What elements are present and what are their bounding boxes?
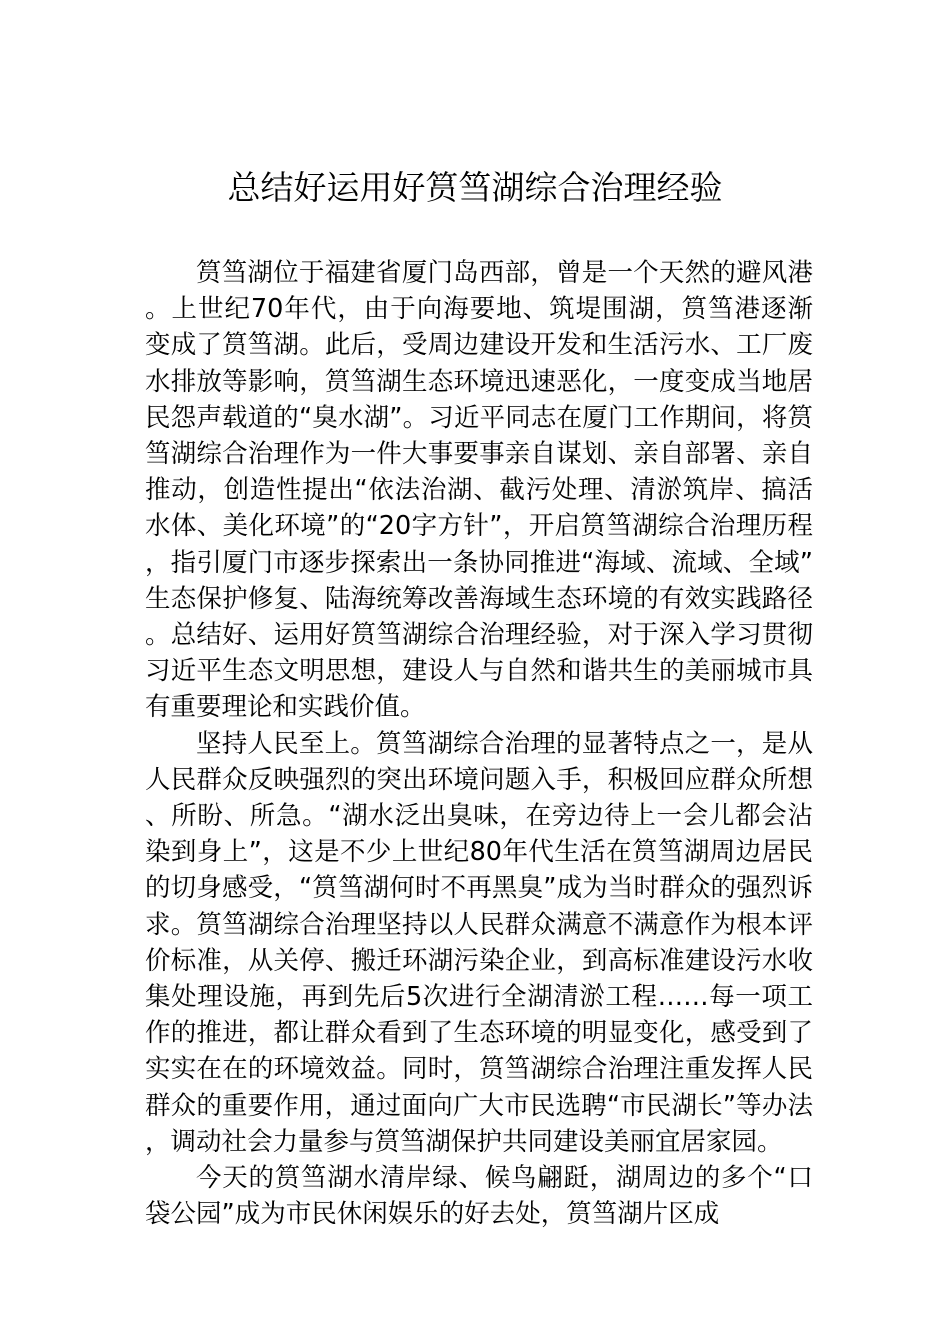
paragraph-people-first: 坚持人民至上。筼筜湖综合治理的显著特点之一，是从人民群众反映强烈的突出环境问题入手，积极回应群众所想、所盼、所急。“湖水泛出臭味，在旁边待上一会儿都会沾染到身上”，这是不少上世纪80年代生活在筼筜湖周边居民的切身感受，“筼筜湖何时不再黑臭”成为当时群众的强烈诉求。筼筜湖综合治理坚持以人民群众满意不满意作为根本评价标准，从关停、搬迁环湖污染企业，到高标准建设污水收集处理设施，再到先后5次进行全湖清淤工程……每一项工作的推进，都让群众看到了生态环境的明显变化，感受到了实实在在的环境效益。同时，筼筜湖综合治理注重发挥人民群众的重要作用，通过面向广大市民选聘“市民湖长”等办法，调动社会力量参与筼筜湖保护共同建设美丽宜居家园。 <box>145 728 813 1157</box>
page-title: 总结好运用好筼筜湖综合治理经验 <box>227 168 723 207</box>
paragraph-intro: 筼筜湖位于福建省厦门岛西部，曾是一个天然的避风港。上世纪70年代，由于向海要地、筑堤围湖，筼筜港逐渐变成了筼筜湖。此后，受周边建设开发和生活污水、工厂废水排放等影响，筼筜湖生态环境迅速恶化，一度变成当地居民怨声载道的“臭水湖”。习近平同志在厦门工作期间，将筼筜湖综合治理作为一件大事要事亲自谋划、亲自部署、亲自推动，创造性提出“依法治湖、截污处理、清淤筑岸、搞活水体、美化环境”的“20字方针”，开启筼筜湖综合治理历程，指引厦门市逐步探索出一条协同推进“海域、流域、全域”生态保护修复、陆海统筹改善海域生态环境的有效实践路径。总结好、运用好筼筜湖综合治理经验，对于深入学习贯彻习近平生态文明思想，建设人与自然和谐共生的美丽城市具有重要理论和实践价值。 <box>145 258 813 723</box>
article-body <box>145 255 813 1232</box>
paragraph-today: 今天的筼筜湖水清岸绿、候鸟翩跹，湖周边的多个“口袋公园”成为市民休闲娱乐的好去处，筼筜湖片区成 <box>145 1163 813 1230</box>
